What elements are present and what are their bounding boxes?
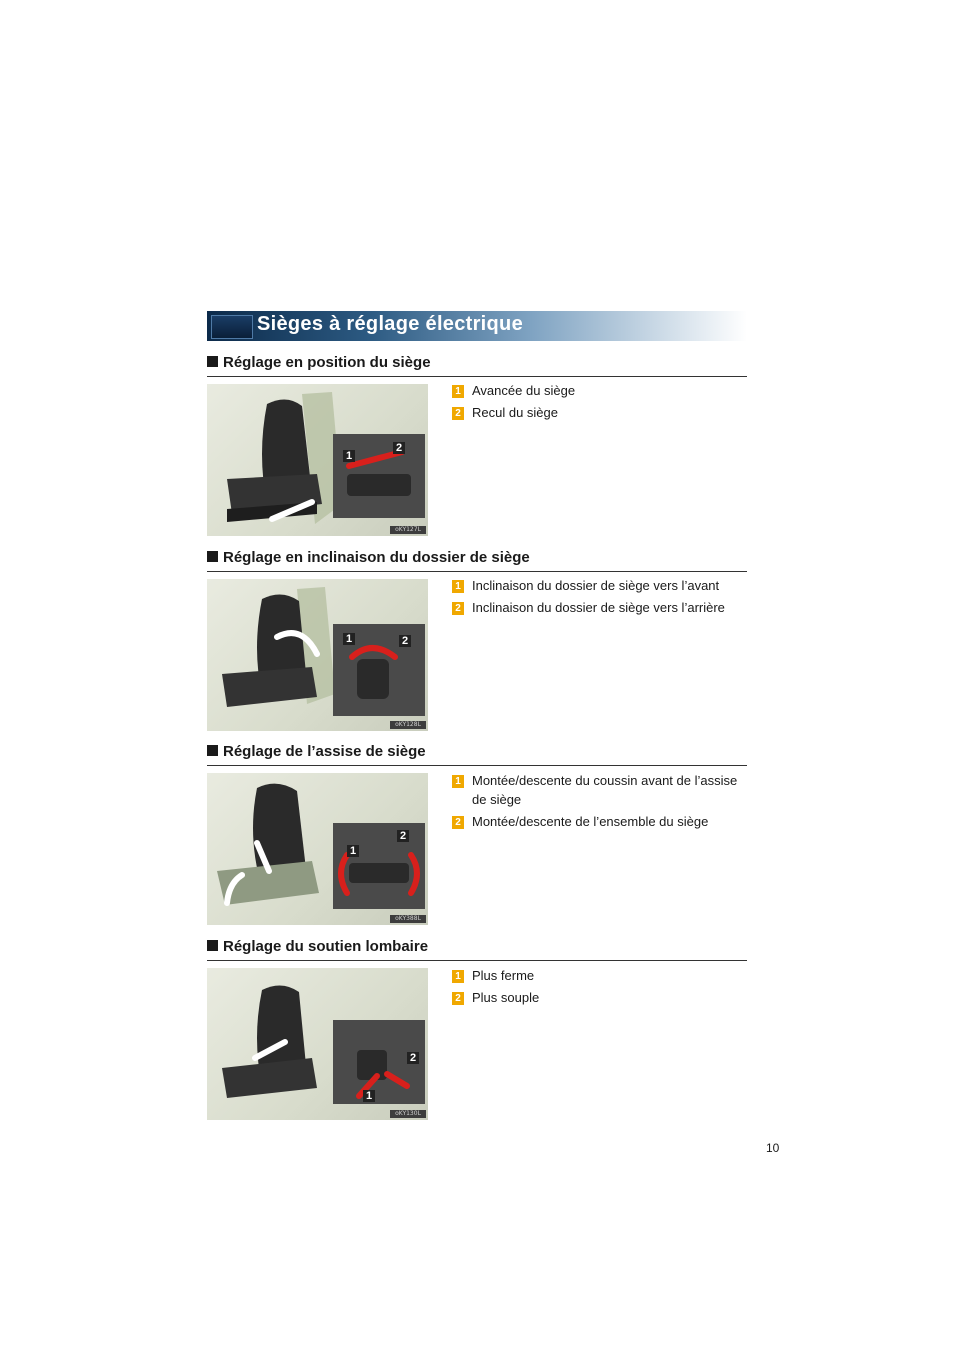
legend-item: 2 Recul du siège [452, 403, 752, 422]
seat-lumbar-photo [207, 968, 428, 1120]
badge-2: 2 [452, 816, 464, 829]
seat-cushion-illustration [207, 773, 428, 925]
seat-recline-illustration [207, 579, 428, 731]
banner-logo [211, 315, 253, 339]
legend-item: 2 Plus souple [452, 988, 752, 1007]
bullet-square-icon [207, 551, 218, 562]
legend-recline [452, 576, 752, 620]
seat-position-illustration [207, 384, 428, 536]
badge-2: 2 [452, 992, 464, 1005]
image-code: oKY130L [390, 1110, 426, 1118]
legend-item: 1 Inclinaison du dossier de siège vers l’avant [452, 576, 752, 595]
bullet-square-icon [207, 940, 218, 951]
image-code: oKY127L [390, 526, 426, 534]
legend-item: 1 Avancée du siège [452, 381, 752, 400]
section-divider [207, 960, 747, 961]
image-code: oKY388L [390, 915, 426, 923]
badge-2: 2 [452, 407, 464, 420]
title-banner [207, 311, 747, 341]
badge-1: 1 [452, 970, 464, 983]
page-number: 10 [766, 1141, 780, 1155]
image-code: oKY128L [390, 721, 426, 729]
callout-1: 1 [363, 1090, 375, 1102]
seat-lumbar-illustration [207, 968, 428, 1120]
callout-1: 1 [343, 450, 355, 462]
badge-1: 1 [452, 580, 464, 593]
page-title: Sièges à réglage électrique [257, 313, 524, 335]
legend-item: 2 Inclinaison du dossier de siège vers l’arrière [452, 598, 752, 617]
callout-2: 2 [407, 1052, 419, 1064]
section-title-cushion: Réglage de l’assise de siège [207, 743, 426, 760]
seat-position-photo [207, 384, 428, 536]
badge-1: 1 [452, 385, 464, 398]
legend-position [452, 381, 752, 425]
section-divider [207, 376, 747, 377]
legend-item: 1 Plus ferme [452, 966, 752, 985]
bullet-square-icon [207, 356, 218, 367]
callout-1: 1 [347, 845, 359, 857]
section-divider [207, 571, 747, 572]
callout-2: 2 [397, 830, 409, 842]
legend-item: 2 Montée/descente de l’ensemble du siège [452, 812, 752, 831]
section-title-position: Réglage en position du siège [207, 354, 431, 371]
section-divider [207, 765, 747, 766]
legend-cushion [452, 771, 752, 834]
seat-recline-photo [207, 579, 428, 731]
legend-item: 1 Montée/descente du coussin avant de l’assise de siège [452, 771, 752, 809]
seat-cushion-photo [207, 773, 428, 925]
section-title-recline: Réglage en inclinaison du dossier de siège [207, 549, 530, 566]
bullet-square-icon [207, 745, 218, 756]
section-title-lumbar: Réglage du soutien lombaire [207, 938, 428, 955]
badge-1: 1 [452, 775, 464, 788]
callout-1: 1 [343, 633, 355, 645]
callout-2: 2 [393, 442, 405, 454]
badge-2: 2 [452, 602, 464, 615]
legend-lumbar [452, 966, 752, 1010]
callout-2: 2 [399, 635, 411, 647]
